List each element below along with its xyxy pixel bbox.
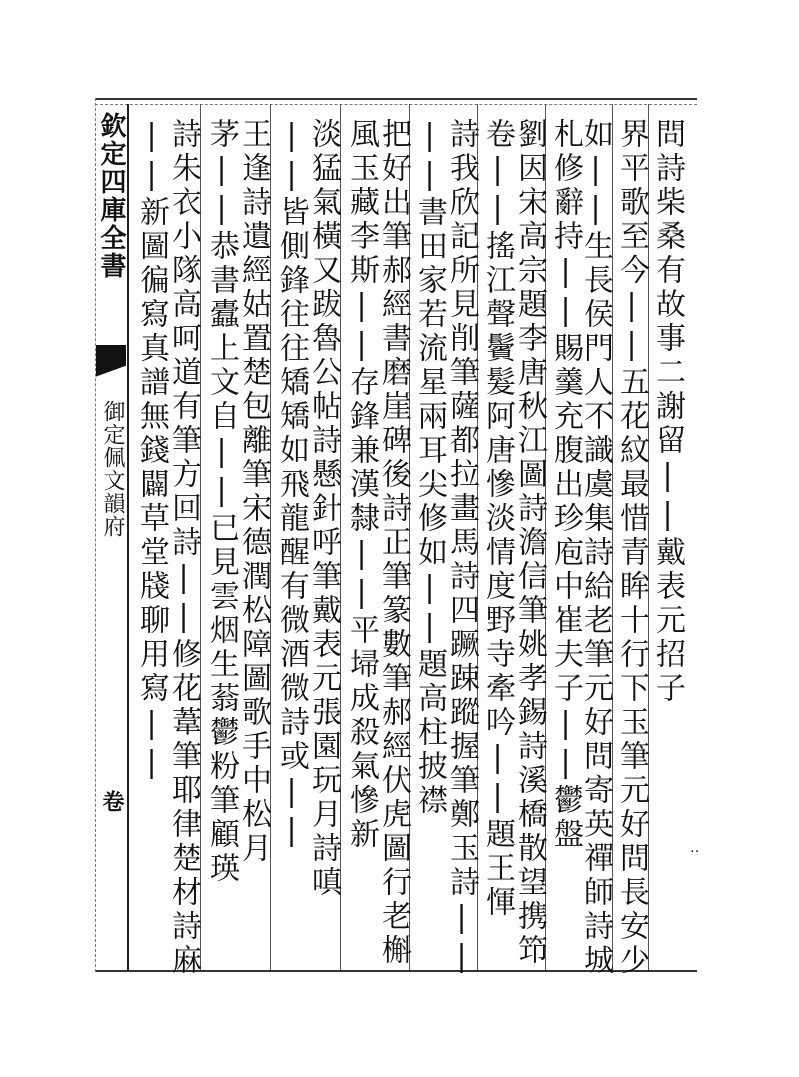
margin-book-name: 御定佩文韻府: [100, 400, 125, 538]
text-column-3: 如||生長侯門人不識虞集詩給老筆元好問寄英禪師詩城: [578, 118, 613, 978]
text-column-8: ||書田家若流星兩耳尖修如||題高柱披襟: [412, 118, 447, 818]
text-column-13: 王逢詩遺經姑置楚包離筆宋德潤松障圖歌手中松月: [236, 118, 271, 866]
text-column-11: 淡猛氣橫又跋魯公帖詩懸針呼筆戴表元張園玩月詩嗔: [306, 118, 341, 900]
fish-tail-mark: [96, 345, 126, 391]
text-column-9: 把好出筆郝經書磨崖碑後詩正筆篆數筆郝經伏虎圖行老槲: [376, 118, 411, 968]
text-column-15: 詩朱衣小隊高呵道有筆方回詩||修花葦筆耶律楚材詩麻: [166, 118, 201, 978]
text-column-16: ||新圖徧寫真譜無錢闢草堂牋聊用寫||: [134, 118, 169, 784]
frame-top-dashed-line: [95, 104, 697, 105]
text-column-5: 劉因宋高宗題李唐秋江圖詩澹信筆姚孝錫詩溪橋散望携笻: [512, 118, 547, 968]
margin-mark: ‥: [690, 840, 700, 856]
text-column-10: 風玉藏李斯||存鋒兼漢隸||平埽成殺氣慘新: [344, 118, 379, 852]
frame-top-line: [95, 98, 697, 100]
text-column-2: 界平歌至今||五花紋最惜青眸十行下玉筆元好問長安少: [614, 118, 649, 978]
text-column-12: ||皆側鋒往往矯矯如飛龍醒有微酒微詩或||: [274, 118, 309, 852]
text-column-6: 卷||搖江聲鬢髮阿唐慘淡情度野寺牽吟||題王惲: [480, 118, 515, 920]
margin-book-title: 欽定四庫全書: [96, 112, 126, 280]
text-column-7: 詩我欣記所見削筆薩都拉畫馬詩四蹶踈蹤握筆鄭玉詩||: [444, 118, 479, 978]
text-column-14: 茅||恭書蠹上文自||已見雲烟生蓊鬱粉筆顧瑛: [204, 118, 239, 886]
margin-page-number: 卷: [99, 790, 125, 812]
text-column-1: 問詩柴桑有故事二謝留||戴表元招子: [650, 118, 685, 706]
text-column-4: 札修辭持||賜羹充腹出珍庖中崔夫子||鬱盤: [548, 118, 583, 852]
